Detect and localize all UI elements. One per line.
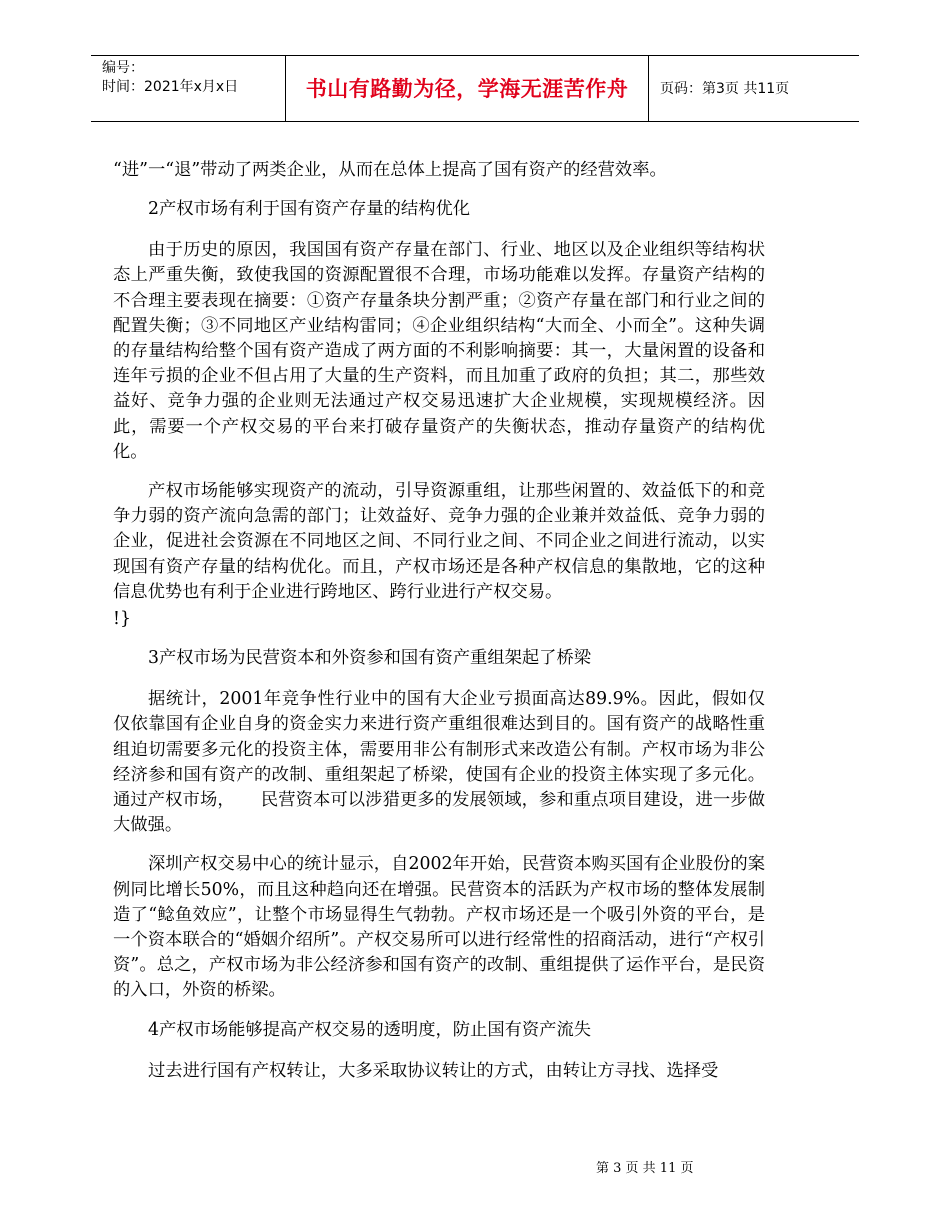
section-heading-2: 2产权市场有利于国有资产存量的结构优化	[148, 199, 471, 220]
paragraph-transfer-methods: 过去进行国有产权转让，大多采取协议转让的方式，由转让方寻找、选择受	[148, 1060, 719, 1081]
document-number-label: 编号：	[102, 60, 144, 76]
stray-characters: !}	[113, 609, 131, 630]
section-heading-3: 3产权市场为民营资本和外资参和国有资产重组架起了桥梁	[148, 648, 592, 669]
section-heading-4: 4产权市场能够提高产权交易的透明度，防止国有资产流失	[148, 1019, 592, 1040]
header-motto-box	[285, 55, 649, 121]
header-page-info: 页码：第3页 共11页	[660, 81, 790, 97]
paragraph-continuation: “进”一“退”带动了两类企业，从而在总体上提高了国有资产的经营效率。	[113, 160, 667, 180]
paragraph-shenzhen-exchange: 深圳产权交易中心的统计显示，自2002年开始，民营资本购买国有企业股份的案例同比增长50%，而且这种趋向还在增强。民营资本的活跃为产权市场的整体发展制造了“鲶鱼效应”，让整个市场显得生气勃勃。产权市场还是一个吸引外资的平台，是一个资本联合的“婚姻介绍所”。产权交易所可以进行经常性的招商活动，进行“产权引资”。总之，产权市场为非公经济参和国有资产的改制、重组提供了运作平台，是民资的入口，外资的桥梁。	[113, 854, 765, 1001]
paragraph-structural-imbalance: 由于历史的原因，我国国有资产存量在部门、行业、地区以及企业组织等结构状态上严重失衡，致使我国的资源配置很不合理，市场功能难以发挥。存量资产结构的不合理主要表现在摘要：①资产存量条块分割严重；②资产存量在部门和行业之间的配置失衡；③不同地区产业结构雷同；④企业组织结构“大而全、小而全”。这种失调的存量结构给整个国有资产造成了两方面的不利影响摘要：其一，大量闲置的设备和连年亏损的企业不但占用了大量的生产资料，而且加重了政府的负担；其二，那些效益好、竞争力强的企业则无法通过产权交易迅速扩大企业规模，实现规模经济。因此，需要一个产权交易的平台来打破存量资产的失衡状态，推动存量资产的结构优化。	[113, 240, 765, 462]
document-body	[113, 158, 765, 1098]
paragraph-statistics-2001: 据统计，2001年竞争性行业中的国有大企业亏损面高达89.9%。因此，假如仅仅依靠国有企业自身的资金实力来进行资产重组很难达到目的。国有资产的战略性重组迫切需要多元化的投资主体，需要用非公有制形式来改造公有制。产权市场为非公经济参和国有资产的改制、重组架起了桥梁，使国有企业的投资主体实现了多元化。通过产权市场， 民营资本可以涉猎更多的发展领域，参和重点项目建设，进一步做大做强。	[113, 689, 765, 836]
paragraph-asset-flow: 产权市场能够实现资产的流动，引导资源重组，让那些闲置的、效益低下的和竞争力弱的资产流向急需的部门；让效益好、竞争力强的企业兼并效益低、竞争力弱的企业，促进社会资源在不同地区之间、不同行业之间、不同企业之间进行流动，以实现国有资产存量的结构优化。而且，产权市场还是各种产权信息的集散地，它的这种信息优势也有利于企业进行跨地区、跨行业进行产权交易。	[113, 481, 765, 602]
header-left-block	[102, 59, 238, 97]
page-footer: 第 3 页 共 11 页	[596, 1161, 694, 1176]
document-date: 时间：2021年x月x日	[102, 79, 239, 95]
header-bottom-rule	[91, 121, 859, 122]
motto-text: 书山有路勤为径，学海无涯苦作舟	[305, 77, 629, 101]
